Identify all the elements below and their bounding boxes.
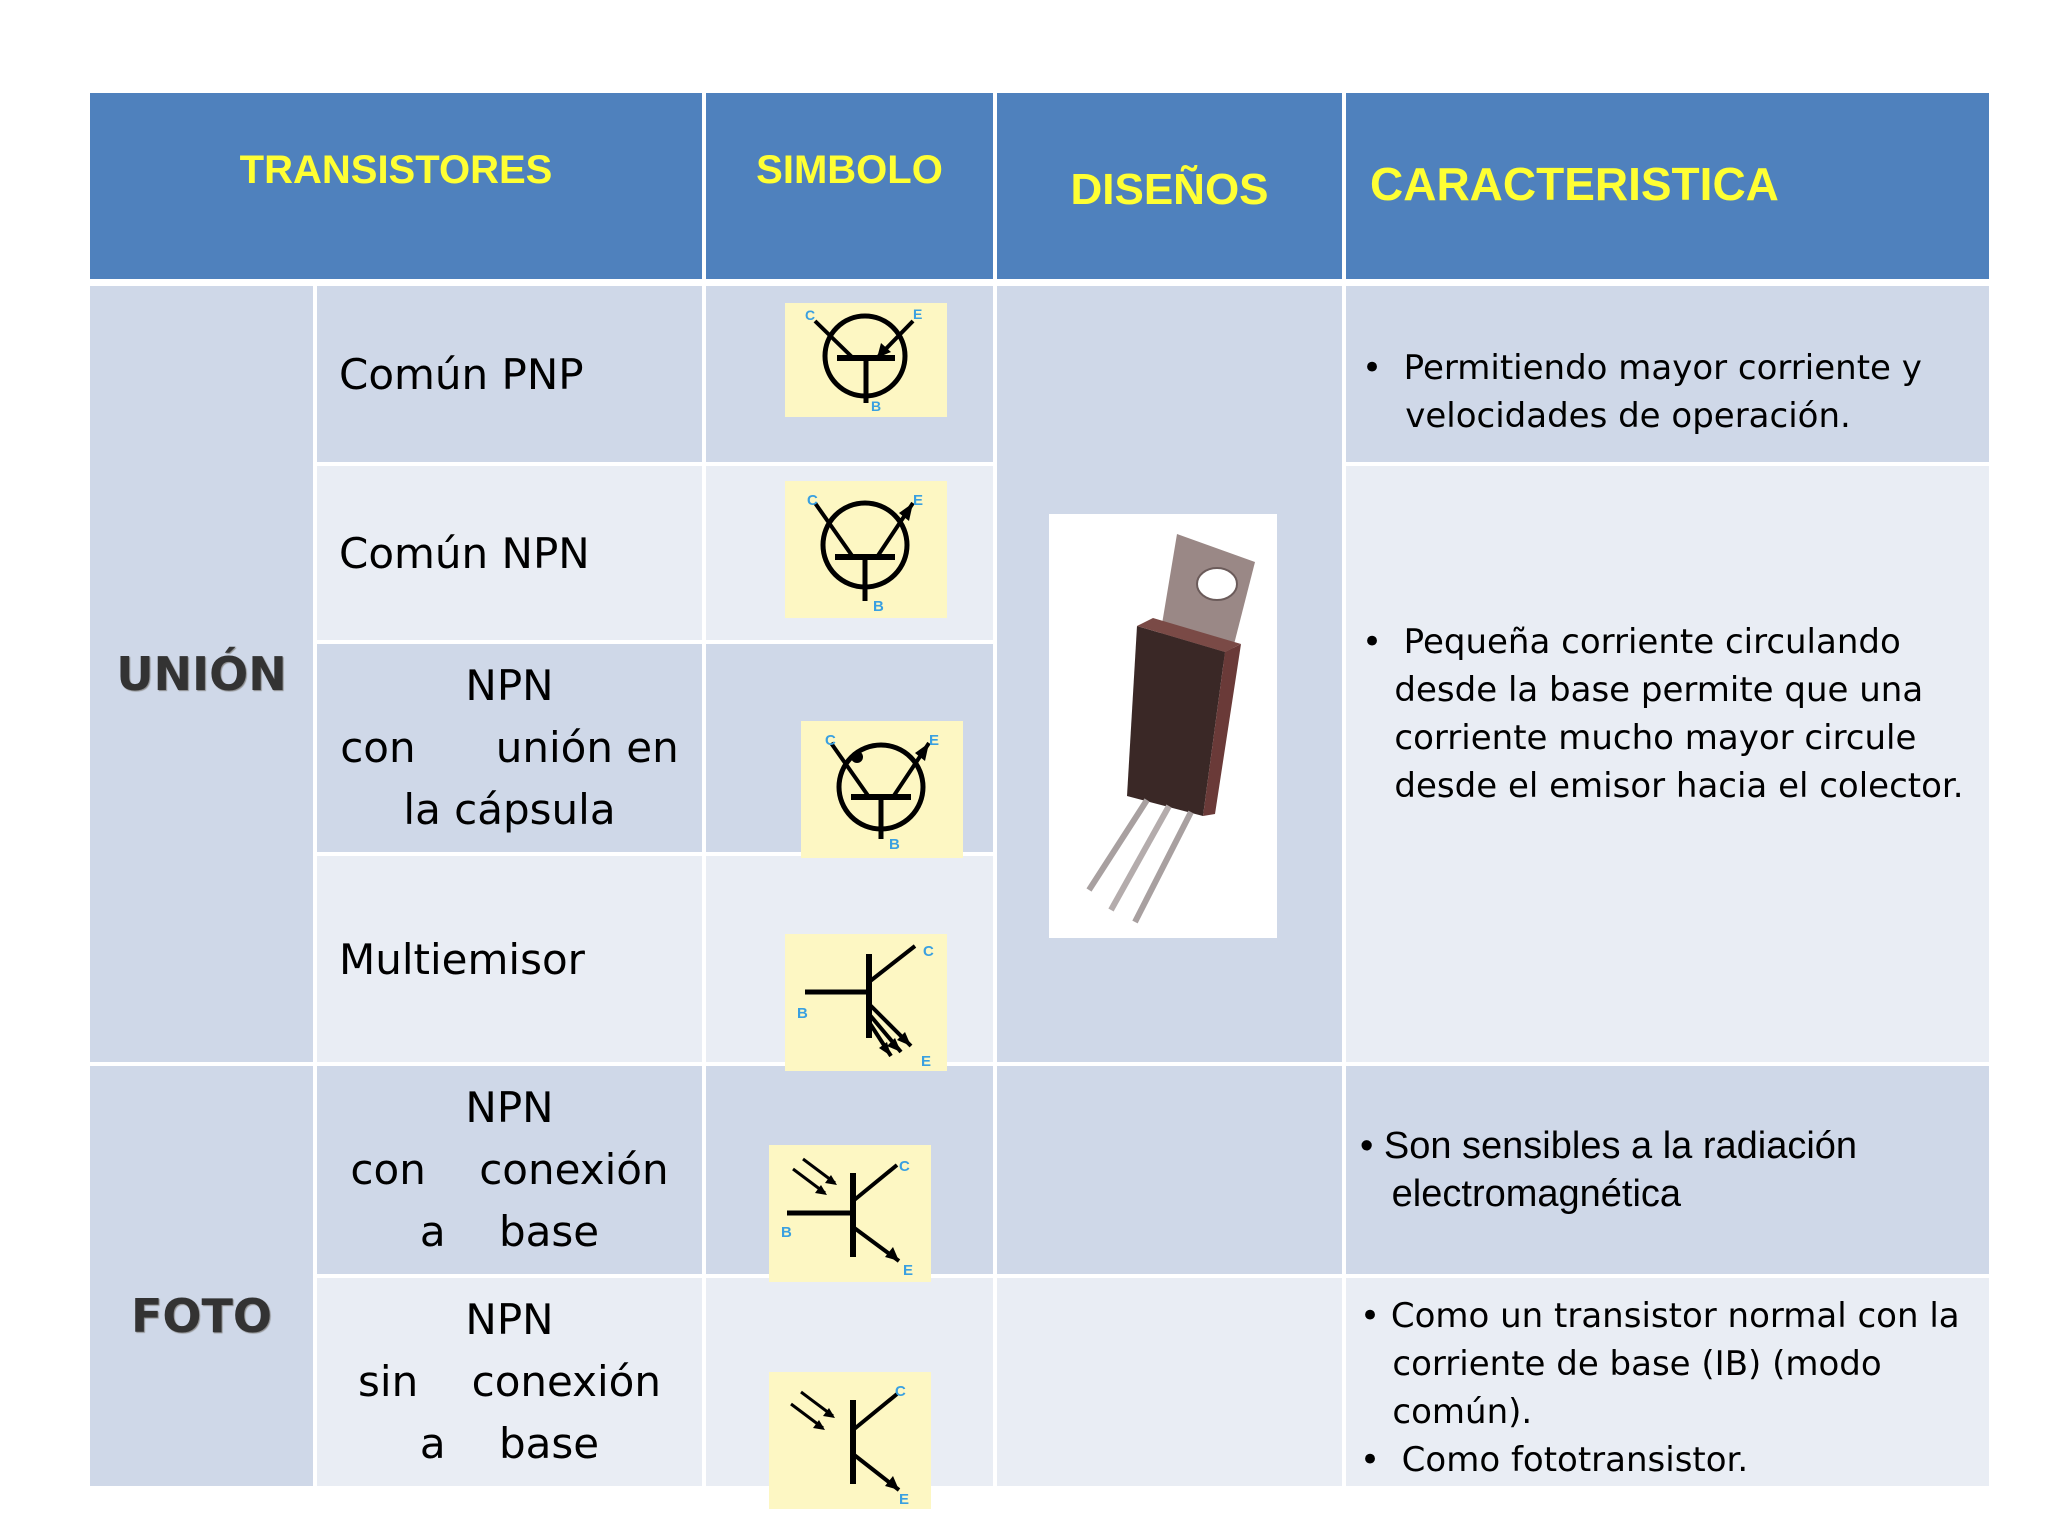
char-pnp-line2: velocidades de operación. bbox=[1362, 396, 1851, 436]
row-npn-capsula-line2: con unión en bbox=[340, 723, 679, 772]
char-foto-sin-line1: • Como un transistor normal con la bbox=[1360, 1296, 1960, 1336]
row-npn-capsula-line1: NPN bbox=[465, 661, 554, 710]
char-npn-line3: corriente mucho mayor circule bbox=[1362, 718, 1917, 758]
char-foto-sin-line3: común). bbox=[1360, 1392, 1533, 1432]
foto-con-label-b: B bbox=[781, 1224, 792, 1241]
group-foto bbox=[90, 1066, 313, 1486]
multiemisor-label-e: E bbox=[921, 1053, 932, 1070]
row-multiemisor-name bbox=[317, 856, 702, 1062]
group-union bbox=[90, 286, 313, 1062]
foto-sin-label-e: E bbox=[899, 1491, 910, 1508]
foto-con-label-c: C bbox=[899, 1158, 910, 1175]
header-simbolo-label: SIMBOLO bbox=[756, 147, 943, 192]
row-npn-capsula-name bbox=[317, 644, 702, 852]
char-pnp-line1: • Permitiendo mayor corriente y bbox=[1362, 348, 1922, 388]
row-foto-sin-line3: a base bbox=[419, 1419, 600, 1468]
npn-label-c: C bbox=[807, 492, 818, 509]
foto-con-base-symbol-icon bbox=[769, 1145, 931, 1282]
npn-symbol-icon bbox=[785, 481, 947, 618]
header-transistores bbox=[90, 93, 702, 279]
row-foto-con-line3: a base bbox=[419, 1207, 600, 1256]
row-foto-con-line2: con conexión bbox=[350, 1145, 669, 1194]
char-foto-con-line1: • Son sensibles a la radiación bbox=[1360, 1125, 1858, 1167]
multiemisor-label-c: C bbox=[923, 943, 934, 960]
foto-con-label-e: E bbox=[903, 1262, 914, 1279]
char-foto-sin-cell bbox=[1346, 1278, 1989, 1486]
pnp-label-c: C bbox=[805, 307, 816, 323]
char-npn-line1: • Pequeña corriente circulando bbox=[1362, 622, 1901, 662]
row-foto-sin-name bbox=[317, 1278, 702, 1486]
group-foto-label: FOTO bbox=[130, 1289, 272, 1343]
row-comun-npn-name bbox=[317, 466, 702, 640]
char-pnp-cell bbox=[1346, 286, 1989, 462]
disenos-foto-con-cell bbox=[997, 1066, 1342, 1274]
header-caracteristica bbox=[1346, 93, 1989, 279]
npn-capsula-label-e: E bbox=[929, 732, 940, 749]
foto-sin-base-symbol-icon bbox=[769, 1372, 931, 1509]
row-foto-sin-line2: sin conexión bbox=[358, 1357, 661, 1406]
char-npn-line4: desde el emisor hacia el colector. bbox=[1362, 766, 1964, 806]
header-disenos bbox=[997, 93, 1342, 279]
npn-capsula-label-c: C bbox=[825, 732, 836, 749]
header-disenos-label: DISEÑOS bbox=[1070, 165, 1269, 214]
char-foto-sin-line4: • Como fototransistor. bbox=[1360, 1440, 1749, 1480]
row-foto-con-line1: NPN bbox=[465, 1083, 554, 1132]
transistor-photo-image bbox=[1049, 514, 1277, 938]
group-union-label: UNIÓN bbox=[116, 647, 287, 701]
header-caracteristica-label: CARACTERISTICA bbox=[1370, 158, 1779, 210]
row-comun-pnp-label: Común PNP bbox=[339, 349, 584, 399]
npn-label-e: E bbox=[913, 492, 924, 509]
npn-capsula-label-b: B bbox=[889, 836, 900, 853]
row-comun-npn-label: Común NPN bbox=[339, 528, 590, 578]
char-foto-con-cell bbox=[1346, 1066, 1989, 1274]
header-transistores-label: TRANSISTORES bbox=[239, 147, 553, 192]
char-foto-con-line2: electromagnética bbox=[1360, 1173, 1682, 1215]
pnp-label-e: E bbox=[913, 306, 923, 322]
row-foto-sin-line1: NPN bbox=[465, 1295, 554, 1344]
char-npn-cell bbox=[1346, 466, 1989, 1062]
row-multiemisor-label: Multiemisor bbox=[339, 934, 585, 984]
multiemisor-label-b: B bbox=[797, 1005, 808, 1022]
disenos-foto-sin-cell bbox=[997, 1278, 1342, 1486]
foto-sin-label-c: C bbox=[895, 1383, 906, 1400]
row-npn-capsula-line3: la cápsula bbox=[403, 785, 616, 834]
char-foto-sin-line2: corriente de base (IB) (modo bbox=[1360, 1344, 1882, 1384]
char-npn-line2: desde la base permite que una bbox=[1362, 670, 1924, 710]
npn-label-b: B bbox=[873, 598, 884, 615]
row-comun-pnp-name bbox=[317, 286, 702, 462]
pnp-symbol-icon bbox=[785, 303, 947, 417]
header-simbolo bbox=[706, 93, 993, 279]
multiemisor-symbol-icon bbox=[785, 934, 947, 1071]
pnp-label-b: B bbox=[871, 398, 882, 414]
row-foto-con-name bbox=[317, 1066, 702, 1274]
npn-capsula-symbol-icon bbox=[801, 721, 963, 858]
